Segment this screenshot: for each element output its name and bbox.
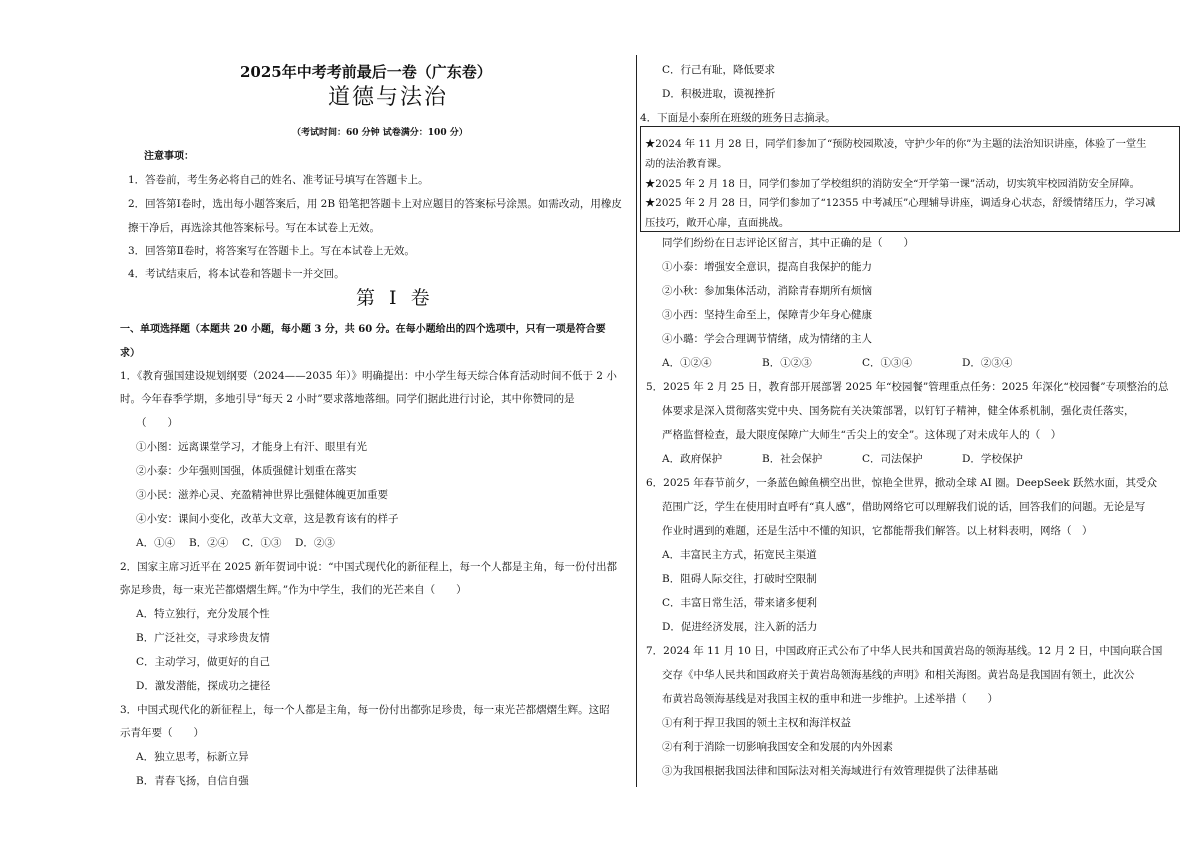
exam-title: 2025年中考考前最后一卷（广东卷）: [240, 63, 492, 81]
question-line: ③小民：滋养心灵、充盈精神世界比强健体魄更加重要: [136, 489, 388, 501]
question-line: 时。今年春季学期，多地引导“每天 2 小时”要求落地落细。同学们据此进行讨论，其中你赞同的是: [120, 393, 575, 405]
answer-option: A．①②④: [662, 357, 712, 369]
answer-option: A．政府保护: [662, 453, 723, 465]
question-line: ①有利于捍卫我国的领土主权和海洋权益: [662, 717, 851, 729]
question-line: 2．国家主席习近平在 2025 新年贺词中说：“中国式现代化的新征程上，每一个人都是主角，每一份付出都: [120, 561, 617, 573]
log-entry: ★2025 年 2 月 18 日，同学们参加了学校组织的消防安全“开学第一课”活动，切实筑牢校园消防安全屏障。: [645, 178, 1140, 190]
section-instruction: 一、单项选择题（本题共 20 小题，每小题 3 分，共 60 分。在每小题给出的四个选项中，只有一项是符合要: [120, 324, 606, 335]
question-line: ②有利于消除一切影响我国安全和发展的内外因素: [662, 741, 893, 753]
note-item: 3．回答第Ⅱ卷时，将答案写在答题卡上。写在本试卷上无效。: [128, 245, 415, 257]
question-line: 弥足珍贵，每一束光芒都熠熠生辉。”作为中学生，我们的光芒来自（ ）: [120, 584, 467, 596]
question-line: ②小泰：少年强则国强，体质强健计划重在落实: [136, 465, 357, 477]
question-line: 5．2025 年 2 月 25 日，教育部开展部署 2025 年“校园餐”管理重点任务：2025 年深化“校园餐”专项整治的总: [646, 381, 1169, 393]
question-line: ①小图：远离课堂学习，才能身上有汗、眼里有光: [136, 441, 367, 453]
question-line: 体要求是深入贯彻落实党中央、国务院有关决策部署，以钉钉子精神，健全体系机制，强化责任落实，: [662, 405, 1135, 417]
question-line: 1．《教育强国建设规划纲要（2024——2035 年）》明确提出：中小学生每天综合体育活动时间不低于 2 小: [120, 370, 617, 382]
question-line: （ ）: [136, 417, 178, 429]
exam-info: （考试时间：60 分钟 试卷满分：100 分）: [292, 128, 468, 138]
question-line: B．广泛社交，寻求珍贵友情: [136, 632, 270, 644]
question-line: D．积极进取，谟视挫折: [662, 88, 776, 100]
question-line: 6．2025 年春节前夕，一条蓝色鲸鱼横空出世，惊艳全世界，掀动全球 AI 圈。DeepSeek 跃然水面，其受众: [646, 477, 1158, 489]
question-line: ③小西：坚持生命至上，保障青少年身心健康: [662, 309, 872, 321]
question-line: 布黄岩岛领海基线是对我国主权的重申和进一步维护。上述举措（ ）: [662, 693, 998, 705]
log-entry: 动的法治教育课。: [645, 158, 728, 170]
question-line: ②小秋：参加集体活动，消除青春期所有烦恼: [662, 285, 872, 297]
question-line: D．促进经济发展，注入新的活力: [662, 621, 818, 633]
log-entry: ★2024 年 11 月 28 日，同学们参加了“预防校园欺凌，守护少年的你”为主题的法治知识讲座，体验了一堂生: [645, 138, 1147, 150]
question-line: B．青春飞扬，自信自强: [136, 775, 249, 787]
question-line: ④小璐：学会合理调节情绪，成为情绪的主人: [662, 333, 872, 345]
log-entry: 压技巧，敞开心扉，直面挑战。: [645, 217, 790, 229]
question-line: C．行己有耻，降低要求: [662, 64, 776, 76]
note-item: 1．答卷前，考生务必将自己的姓名、准考证号填写在答题卡上。: [128, 174, 429, 186]
question-line: 严格监督检查，最大限度保障广大师生“舌尖上的安全”。这体现了对未成年人的（ ）: [662, 429, 1062, 441]
question-line: A．丰富民主方式，拓宽民主渠道: [662, 549, 817, 561]
question-line: ④小安：课间小变化，改革大文章，这是教育该有的样子: [136, 513, 399, 525]
question-line: B．阻碍人际交往，打破时空限制: [662, 573, 817, 585]
subject-title: 道德与法治: [328, 85, 449, 110]
question-line: ①小泰：增强安全意识，提高自我保护的能力: [662, 261, 872, 273]
answer-option: B．社会保护: [762, 453, 823, 465]
question-line: D．激发潜能，探成功之捷径: [136, 680, 271, 692]
note-item: 擦干净后，再选涂其他答案标号。写在本试卷上无效。: [128, 222, 380, 234]
question-line: 交存《中华人民共和国政府关于黄岩岛领海基线的声明》和相关海图。黄岩岛是我国固有领土，此次公: [662, 669, 1135, 681]
section-instruction: 求）: [120, 348, 140, 359]
question-line: 4．下面是小泰所在班级的班务日志摘录。: [640, 112, 836, 124]
answer-option: D．学校保护: [962, 453, 1023, 465]
column-divider: [636, 55, 637, 787]
question-line: 7．2024 年 11 月 10 日，中国政府正式公布了中华人民共和国黄岩岛的领海基线。12 月 2 日，中国向联合国: [646, 645, 1163, 657]
question-line: ③为我国根据我国法律和国际法对相关海域进行有效管理提供了法律基础: [662, 765, 998, 777]
answer-option: B．①②③: [762, 357, 812, 369]
answer-option: C．①③④: [862, 357, 913, 369]
question-line: C．主动学习，做更好的自己: [136, 656, 271, 668]
answer-option: D．②③④: [962, 357, 1013, 369]
section-title: 第 I 卷: [356, 287, 434, 309]
question-line: C．丰富日常生活，带来诸多便利: [662, 597, 818, 609]
log-entry: ★2025 年 2 月 28 日，同学们参加了“12355 中考减压”心理辅导讲座，调适身心状态，舒缓情绪压力，学习减: [645, 197, 1156, 209]
question-line: 范围广泛，学生在使用时直呼有“真人感”，借助网络它可以理解我们说的话，回答我们的问题。无论是写: [662, 501, 1146, 513]
notes-heading: 注意事项：: [144, 151, 194, 162]
answer-option: A．①④: [136, 537, 176, 549]
answer-option: C．①③: [242, 537, 282, 549]
question-line: 作业时遇到的难题，还是生活中不懂的知识，它都能帮我们解答。以上材料表明，网络（ ）: [662, 525, 1093, 537]
note-item: 2．回答第Ⅰ卷时，选出每小题答案后，用 2B 铅笔把答题卡上对应题目的答案标号涂黑。如需改动，用橡皮: [128, 198, 622, 210]
answer-option: B．②④: [189, 537, 229, 549]
question-line: 同学们纷纷在日志评论区留言，其中正确的是（ ）: [662, 237, 914, 249]
answer-option: C．司法保护: [862, 453, 923, 465]
class-log-box: [640, 126, 1180, 232]
question-line: 示青年要（ ）: [120, 727, 204, 739]
note-item: 4．考试结束后，将本试卷和答题卡一并交回。: [128, 268, 345, 280]
question-line: A．特立独行，充分发展个性: [136, 608, 270, 620]
question-line: A．独立思考，标新立异: [136, 751, 249, 763]
question-line: 3．中国式现代化的新征程上，每一个人都是主角，每一份付出都弥足珍贵，每一束光芒都熠熠生辉。这昭: [120, 704, 610, 716]
answer-option: D．②③: [295, 537, 335, 549]
